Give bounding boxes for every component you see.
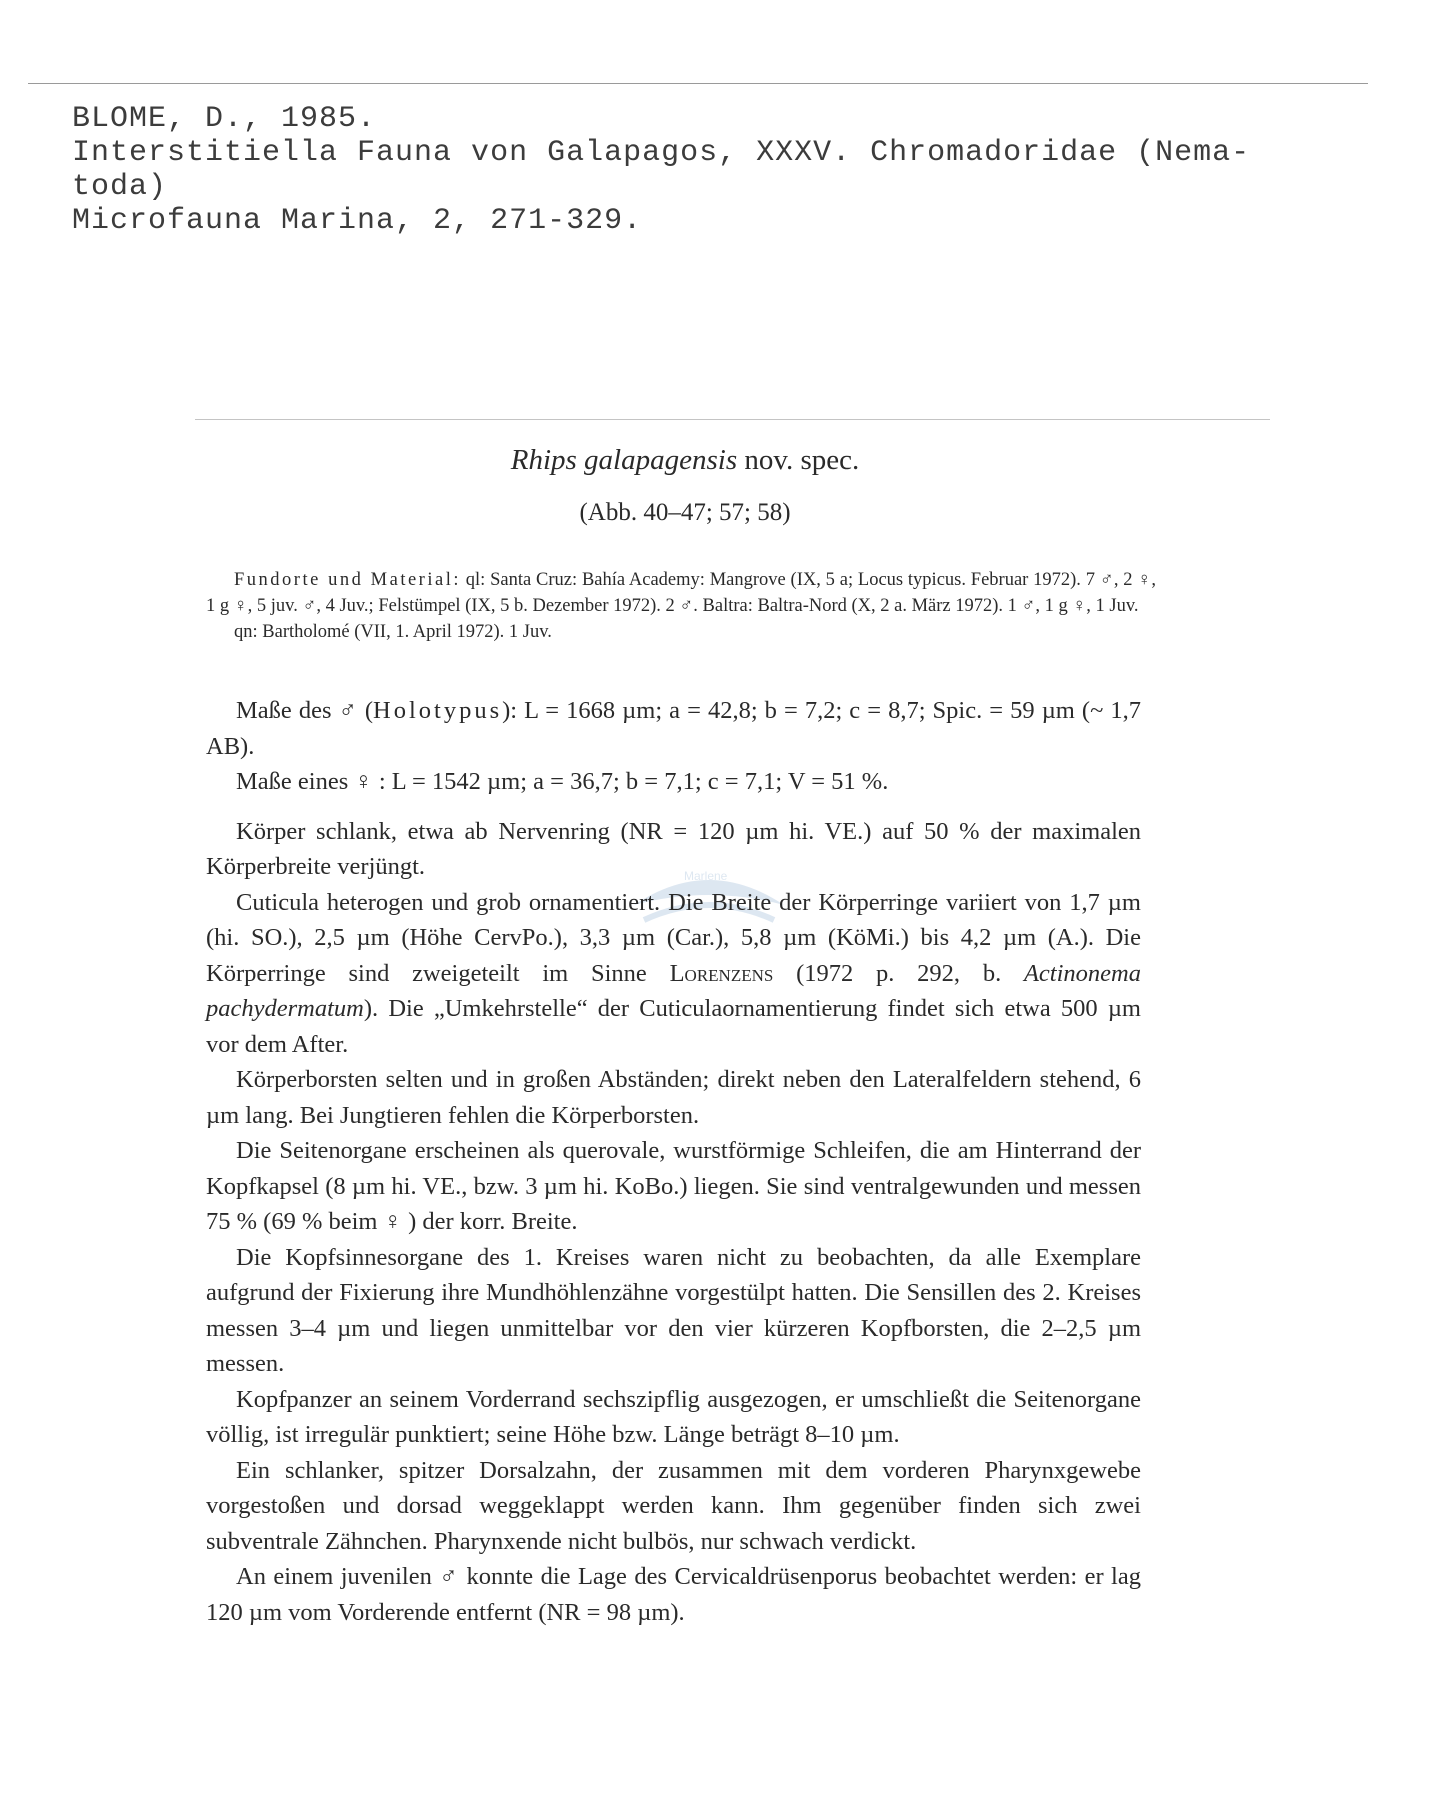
paragraph-cuticula: Cuticula heterogen und grob ornamentiert. Die Breite der Körperringe variiert von 1,7 µm (hi. SO.), 2,5 µm (Höhe CervPo.), 3,3 µm (Car.), 5,8 µm (KöMi.) bis 4,2 µm (A.). Die Körperringe sind zweigeteilt im Sinne Lorenzens (1972 p. 292, b. Actinonema pachydermatum). Die „Umkehrstelle“ der Cuticulaornamentierung findet sich etwa 500 µm vor dem After. [206,888,1141,1058]
paragraph-sense-organs: Die Kopfsinnesorgane des 1. Kreises waren nicht zu beobachten, da alle Exemplare aufgrund der Fixierung ihre Mundhöhlenzähne vorgestülpt hatten. Die Sensillen des 2. Kreises messen 3–4 µm und liegen unmittelbar vor den vier kürzeren Kopfborsten, die 2–2,5 µm messen. [206,1243,1141,1377]
figure-reference: (Abb. 40–47; 57; 58) [579,499,791,526]
paragraph-head-capsule: Kopfpanzer an seinem Vorderrand sechszipflig ausgezogen, er umschließt die Seitenorgane völlig, ist irregulär punktiert; seine Höhe bzw. Länge beträgt 8–10 µm. [206,1385,1141,1448]
species-suffix: nov. spec. [737,444,860,476]
paragraph-cervical-pore: An einem juvenilen ♂ konnte die Lage des Cervicaldrüsenporus beobachtet werden: er lag 120 µm vom Vorderende entfernt (NR = 98 µm). [206,1563,1141,1626]
citation-block [72,102,1372,238]
holotype-label: Holotypus [373,697,503,724]
citation-line: toda) [72,170,168,204]
species-name: Rhips galapagensis [510,444,738,476]
material-label: Fundorte und Material: [234,570,461,590]
citation-line: Interstitiella Fauna von Galapagos, XXXV. Chromadoridae (Nema- [72,136,1251,170]
paragraph-body-shape: Körper schlank, etwa ab Nervenring (NR = 120 µm hi. VE.) auf 50 % der maximalen Körperbreite verjüngt. [206,817,1141,880]
material-ql-text: ql: Santa Cruz: Bahía Academy: Mangrove (IX, 5 a; Locus typicus. Februar 1972). 7 ♂, 2 ♀, 1 g ♀, 5 juv. ♂, 4 Juv.; Felstümpel (IX, 5 b. Dezember 1972). 2 ♂. Baltra: Baltra-Nord (X, 2 a. März 1972). 1 ♂, 1 g ♀, 1 Juv. [206,570,1157,616]
citation-line: BLOME, D., 1985. [72,102,377,136]
section-rule [195,419,1270,420]
species-reference: Actinonema pachydermatum [206,959,1141,1022]
top-rule [28,83,1368,84]
material-ql [206,567,1156,619]
paragraph-amphids: Die Seitenorgane erscheinen als querovale, wurstförmige Schleifen, die am Hinterrand der Kopfkapsel (8 µm hi. VE., bzw. 3 µm hi. KoBo.) liegen. Sie sind ventralgewunden und messen 75 % (69 % beim ♀ ) der korr. Breite. [206,1137,1141,1235]
material-section [206,567,1156,645]
author-name: Lorenzens [669,959,774,987]
citation-line: Microfauna Marina, 2, 271-329. [72,204,643,238]
male-measurements: Maße des ♂ (Holotypus): L = 1668 µm; a = 42,8; b = 7,2; c = 8,7; Spic. = 59 µm (~ 1,7 AB). [206,697,1141,760]
description-body [206,693,1141,1630]
paragraph-dorsal-tooth: Ein schlanker, spitzer Dorsalzahn, der zusammen mit dem vorderen Pharynxgewebe vorgestoßen und dorsad weggeklappt werden kann. Ihm gegenüber finden sich zwei subventrale Zähnchen. Pharynxende nicht bulbös, nur schwach verdickt. [206,1456,1141,1555]
paragraph-body-setae: Körperborsten selten und in großen Abständen; direkt neben den Lateralfeldern stehend, 6 µm lang. Bei Jungtieren fehlen die Körperborsten. [206,1066,1141,1129]
material-qn: qn: Bartholomé (VII, 1. April 1972). 1 Juv. [234,622,552,642]
watermark-text: Marlene [684,869,728,883]
female-measurements: Maße eines ♀ : L = 1542 µm; a = 36,7; b = 7,1; c = 7,1; V = 51 %. [236,768,889,795]
species-title [0,442,1370,478]
